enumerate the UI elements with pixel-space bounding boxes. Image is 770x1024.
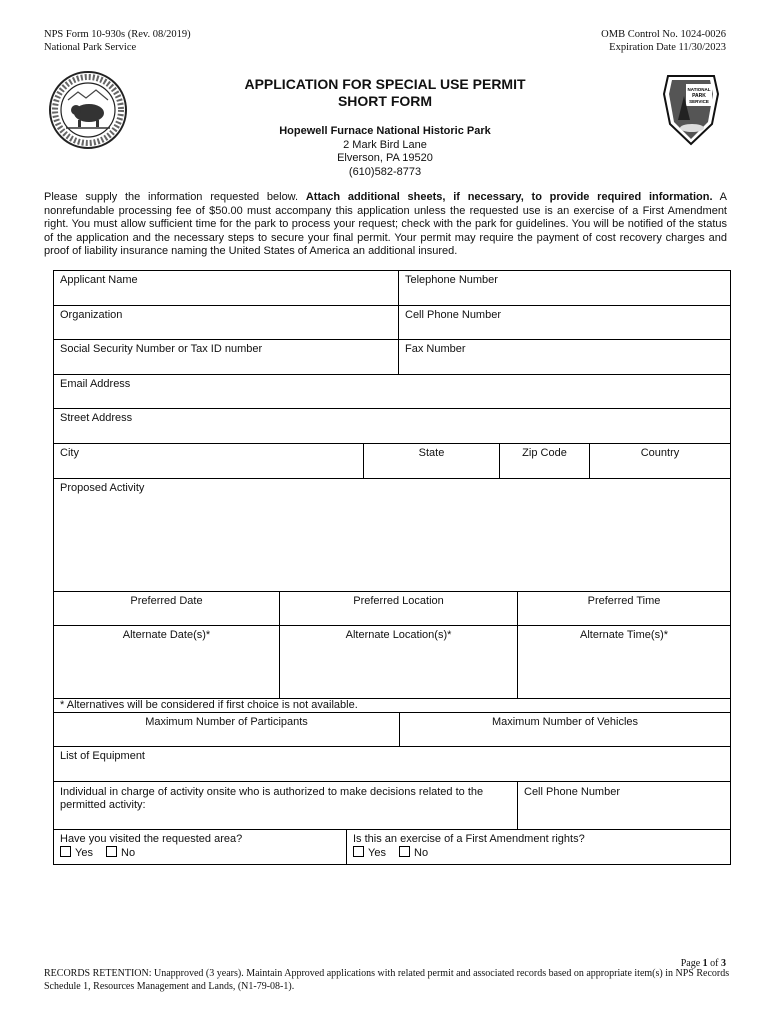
proposed-activity-field[interactable] [54,479,730,591]
telephone-label: Telephone Number [405,274,498,286]
svg-text:PARK: PARK [692,93,706,99]
visited-no-checkbox[interactable] [106,846,117,857]
organization-field[interactable] [54,306,398,339]
form-subtitle: SHORT FORM [337,93,433,109]
application-form [53,270,731,865]
expiration-date: Expiration Date 11/30/2023 [609,42,726,53]
preferred-time-label: Preferred Time [587,595,661,607]
first-amendment-label: Is this an exercise of a First Amendment rights? [353,833,585,845]
state-field[interactable] [363,444,499,478]
form-number: NPS Form 10-930s (Rev. 08/2019) [44,29,191,40]
fax-field[interactable] [398,340,730,374]
park-street: 2 Mark Bird Lane [343,138,427,151]
first-amendment-no-option[interactable] [399,847,428,859]
page-current: 1 [702,958,708,969]
equipment-list-field[interactable] [54,747,730,781]
fax-label: Fax Number [405,343,466,355]
alternate-time-label: Alternate Time(s)* [579,629,669,641]
page-of: of [707,958,721,969]
preferred-location-label: Preferred Location [353,595,444,607]
alternatives-note: * Alternatives will be considered if first choice is not available. [54,699,730,713]
country-label: Country [640,447,680,459]
telephone-field[interactable] [398,271,730,305]
first-amendment-question [346,830,730,864]
visited-yes-checkbox[interactable] [60,846,71,857]
alternate-location-label: Alternate Location(s)* [345,629,452,641]
instructions-text: Please supply the information requested below. [44,191,306,203]
first-amendment-yes-option[interactable] [353,847,386,859]
email-label: Email Address [60,378,131,390]
agency-name: National Park Service [44,42,137,53]
first-amendment-no-label: No [414,847,429,859]
cell-phone-label: Cell Phone Number [405,309,501,321]
svg-text:SERVICE: SERVICE [689,99,709,104]
visited-yes-label: Yes [75,847,93,859]
individual-cell-phone-field[interactable] [517,782,730,829]
page-total: 3 [721,958,726,969]
records-retention-note: RECORDS RETENTION: Unapproved (3 years). Maintain Approved applications with related permit and associated records based on appropriate item(s) in NPS Records Schedule 1, Resources Management and Lands, (N1-79-08-1). [44,968,730,992]
park-city: Elverson, PA 19520 [337,152,433,164]
max-participants-field[interactable] [54,713,399,746]
ssn-tax-id-field[interactable] [54,340,398,374]
country-field[interactable] [589,444,730,478]
applicant-name-label: Applicant Name [60,274,138,286]
organization-label: Organization [60,309,123,321]
street-address-label: Street Address [60,412,133,424]
visited-yes-option[interactable] [60,847,93,859]
page-prefix: Page [680,958,703,969]
visited-area-question [54,830,346,864]
first-amendment-yes-checkbox[interactable] [353,846,364,857]
form-title: APPLICATION FOR SPECIAL USE PERMIT [244,76,526,92]
instructions-paragraph [44,191,727,259]
proposed-activity-label: Proposed Activity [60,482,145,494]
email-field[interactable] [54,375,730,408]
ssn-tax-id-label: Social Security Number or Tax ID number [60,343,263,355]
city-field[interactable] [54,444,363,478]
preferred-date-label: Preferred Date [130,595,203,607]
first-amendment-yes-label: Yes [368,847,386,859]
first-amendment-no-checkbox[interactable] [399,846,410,857]
state-label: State [418,447,445,459]
street-address-field[interactable] [54,409,730,443]
alternate-date-label: Alternate Date(s)* [122,629,211,641]
visited-no-option[interactable] [106,847,135,859]
visited-no-label: No [121,847,136,859]
zip-code-field[interactable] [499,444,589,478]
instructions-emphasis: Attach additional sheets, if necessary, to provide required information. [305,191,713,203]
cell-phone-field[interactable] [398,306,730,339]
max-vehicles-field[interactable] [399,713,730,746]
form-header-left [44,28,191,54]
preferred-date-field[interactable] [54,592,279,625]
individual-in-charge-label: Individual in charge of activity onsite who is authorized to make decisions related to the permitted activity: [60,786,484,811]
park-name: Hopewell Furnace National Historic Park [279,125,491,137]
applicant-name-field[interactable] [54,271,398,305]
alternate-date-field[interactable] [54,626,279,698]
individual-cell-phone-label: Cell Phone Number [524,786,620,798]
preferred-location-field[interactable] [279,592,517,625]
max-participants-label: Maximum Number of Participants [145,716,308,728]
preferred-time-field[interactable] [517,592,730,625]
svg-text:NATIONAL: NATIONAL [687,87,711,92]
park-phone: (610)582-8773 [348,165,422,178]
instructions-text-continued: A nonrefundable processing fee of $50.00 must accompany this application unless the requested use is an exercise of a First Amendment right. You must allow sufficient time for the park to process your request; check with the park for guidelines. You will be notified of the status of the application and the necessary steps to secure your final permit. Your permit may require the payment of cost recovery charges and proof of liability insurance naming the United States of America an additional insured. [44,191,727,257]
alternate-time-field[interactable] [517,626,730,698]
omb-control-number: OMB Control No. 1024-0026 [601,29,726,40]
alternate-location-field[interactable] [279,626,517,698]
individual-in-charge-field[interactable] [54,782,517,829]
max-vehicles-label: Maximum Number of Vehicles [491,716,639,728]
equipment-list-label: List of Equipment [60,750,145,762]
zip-code-label: Zip Code [522,447,567,459]
form-header-right [601,28,726,54]
city-label: City [60,447,79,459]
visited-area-label: Have you visited the requested area? [60,833,243,845]
